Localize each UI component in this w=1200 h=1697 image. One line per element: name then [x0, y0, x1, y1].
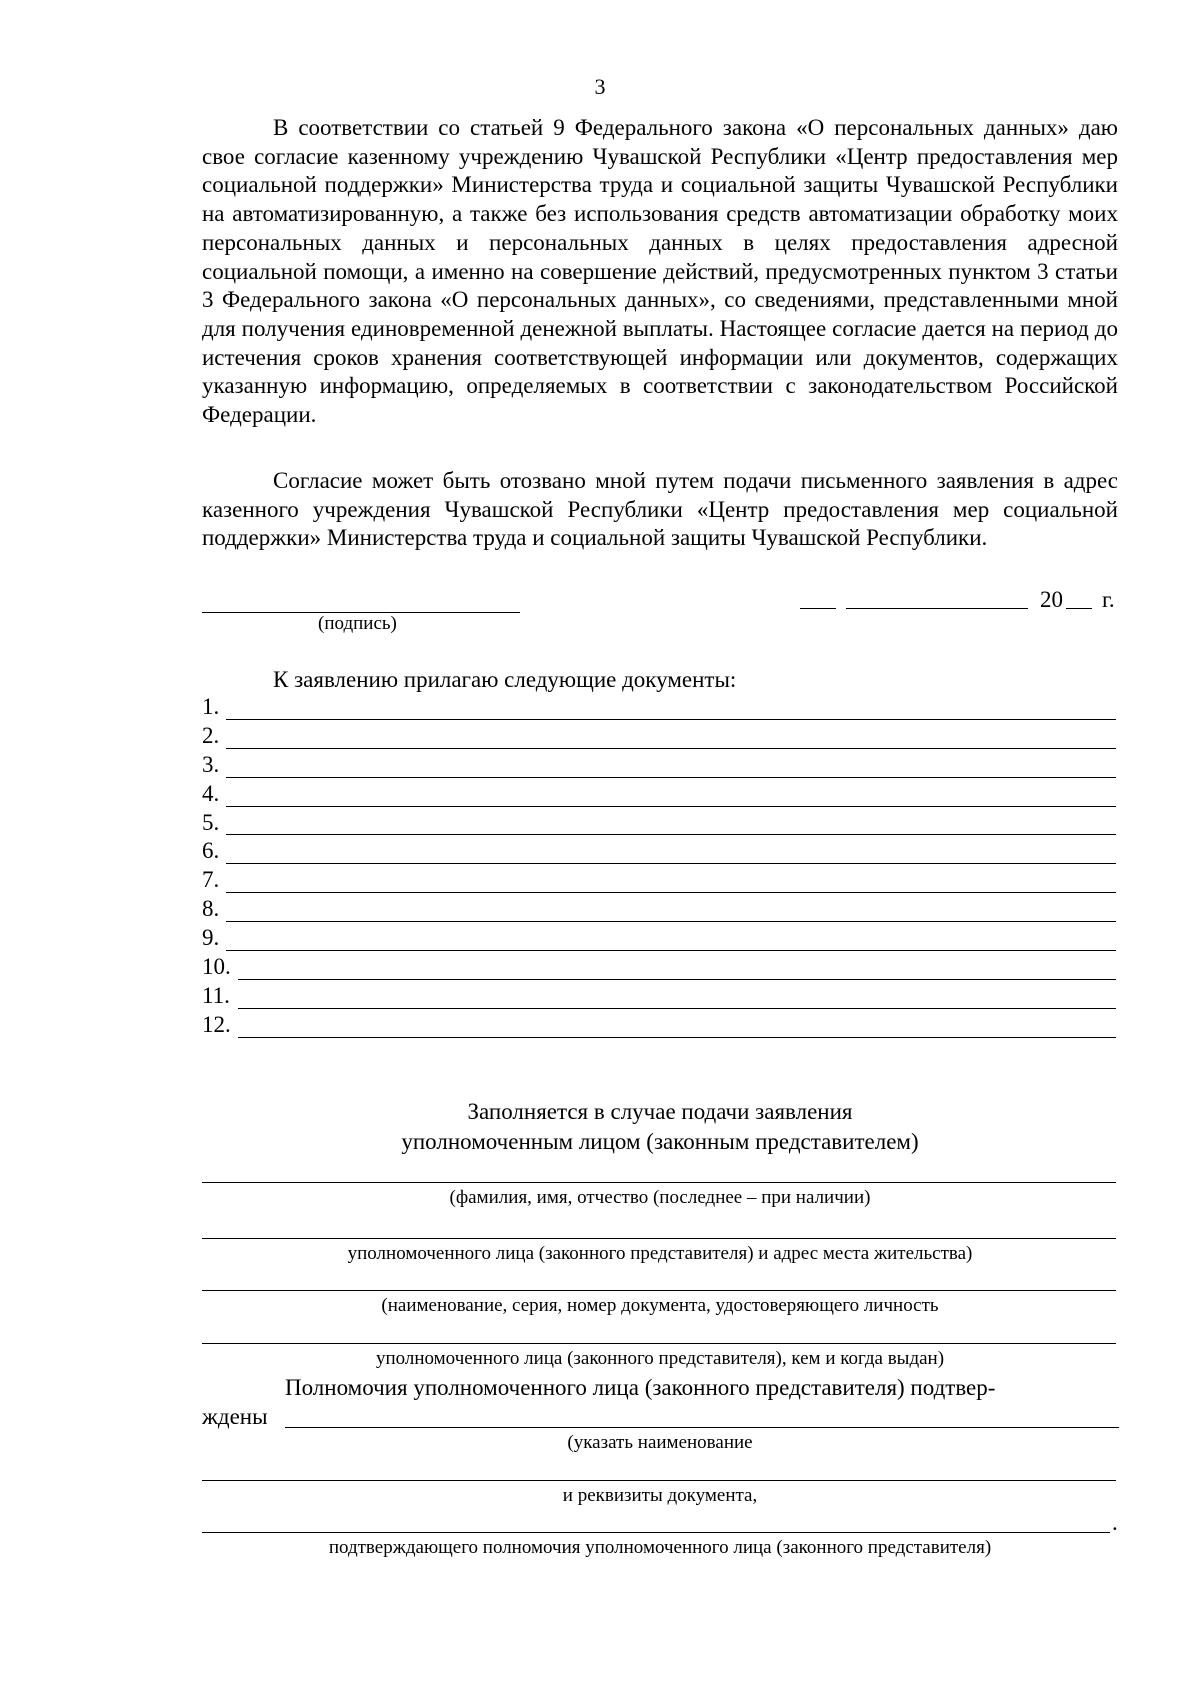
- confirming-caption: подтверждающего полномочия уполномоченного лица (законного представителя): [328, 1537, 992, 1558]
- revocation-paragraph: [202, 467, 1118, 553]
- signature-caption: (подпись): [318, 613, 397, 634]
- attachment-field[interactable]: [226, 892, 1116, 893]
- attachment-number: 2.: [202, 722, 220, 748]
- attachment-field[interactable]: [226, 921, 1116, 922]
- attachment-field[interactable]: [226, 719, 1116, 720]
- fio-field[interactable]: [202, 1182, 1116, 1183]
- attachment-field[interactable]: [226, 950, 1116, 951]
- attachment-field[interactable]: [226, 834, 1116, 835]
- attachment-row: [202, 1011, 1116, 1040]
- date-block: [800, 585, 1118, 615]
- attachments-title: К заявлению прилагаю следующие документы:: [273, 667, 737, 692]
- attachment-row: [202, 924, 1116, 953]
- end-dot: .: [1112, 1510, 1118, 1535]
- attachment-row: [202, 982, 1116, 1011]
- attachment-number: 11.: [202, 982, 230, 1008]
- day-field[interactable]: [800, 608, 836, 609]
- fio-caption: (фамилия, имя, отчество (последнее – при наличии): [449, 1187, 871, 1208]
- year-prefix: 20: [1040, 587, 1063, 612]
- page-number: 3: [594, 74, 606, 99]
- attachment-number: 7.: [202, 867, 220, 893]
- attachment-row: [202, 751, 1116, 780]
- confirming-document-field[interactable]: [202, 1532, 1110, 1533]
- year-suffix: г.: [1102, 587, 1115, 612]
- representative-heading-line2: уполномоченным лицом (законным представителем): [401, 1129, 919, 1154]
- attachment-row: [202, 780, 1116, 809]
- attachment-field[interactable]: [226, 748, 1116, 749]
- attachment-field[interactable]: [226, 806, 1116, 807]
- attachment-row: [202, 866, 1116, 895]
- specify-caption: (указать наименование: [567, 1432, 753, 1453]
- attachment-field[interactable]: [238, 1037, 1116, 1038]
- authority-text-line1: Полномочия уполномоченного лица (законного представителя) подтвер-: [285, 1375, 996, 1400]
- attachments-list: [202, 693, 1116, 1040]
- month-field[interactable]: [846, 608, 1028, 609]
- attachment-row: [202, 693, 1116, 722]
- attachment-row: [202, 895, 1116, 924]
- attachment-row: [202, 722, 1116, 751]
- attachment-field[interactable]: [238, 979, 1116, 980]
- year-field[interactable]: [1066, 608, 1092, 609]
- attachment-number: 1.: [202, 694, 220, 719]
- consent-text: В соответствии со статьей 9 Федерального закона «О персональных данных» даю свое согласие казенному учреждению Чувашской Республики «Центр предоставления мер социальной поддержки» Министерства труда и социальной защиты Чувашской Республики на автоматизированную, а также без использования средств автоматизации обработку моих персональных данных и персональных данных в целях предоставления адресной социальной помощи, а именно на совершение действий, предусмотренных пунктом 3 статьи 3 Федерального закона «О персональных данных», со сведениями, представленными мной для получения единовременной денежной выплаты. Настоящее согласие дается на период до истечения сроков хранения соответствующей информации или документов, содержащих указанную информацию, определяемых в соответствии с законодательством Российской Федерации.: [202, 115, 1118, 428]
- authority-document-field[interactable]: [285, 1427, 1119, 1428]
- document-details-field[interactable]: [202, 1480, 1116, 1481]
- attachment-number: 3.: [202, 751, 220, 777]
- attachment-number: 4.: [202, 780, 220, 806]
- consent-paragraph: [202, 114, 1118, 430]
- attachment-number: 5.: [202, 809, 220, 835]
- attachment-field[interactable]: [226, 863, 1116, 864]
- attachment-number: 8.: [202, 896, 220, 922]
- attachment-field[interactable]: [238, 1008, 1116, 1009]
- attachment-number: 12.: [202, 1011, 231, 1037]
- attachment-row: [202, 837, 1116, 866]
- attachment-number: 6.: [202, 838, 220, 864]
- id-issued-caption: уполномоченного лица (законного представителя), кем и когда выдан): [375, 1348, 945, 1369]
- id-document-field[interactable]: [202, 1290, 1116, 1291]
- attachment-number: 9.: [202, 925, 220, 951]
- attachment-row: [202, 809, 1116, 838]
- address-caption: уполномоченного лица (законного представителя) и адрес места жительства): [347, 1243, 973, 1264]
- attachment-number: 10.: [202, 954, 231, 980]
- attachment-row: [202, 953, 1116, 982]
- revocation-text: Согласие может быть отозвано мной путем подачи письменного заявления в адрес казенного учреждения Чувашской Республики «Центр предоставления мер социальной поддержки» Министерства труда и социальной защиты Чувашской Республики.: [202, 468, 1118, 551]
- representative-heading-line1: Заполняется в случае подачи заявления: [467, 1099, 853, 1124]
- attachment-field[interactable]: [226, 777, 1116, 778]
- id-document-caption: (наименование, серия, номер документа, удостоверяющего личность: [381, 1295, 939, 1316]
- authority-text-line2: ждены: [202, 1404, 268, 1429]
- representative-heading: [200, 1097, 1120, 1157]
- address-field[interactable]: [202, 1238, 1116, 1239]
- details-caption: и реквизиты документа,: [562, 1485, 758, 1506]
- id-issued-field[interactable]: [202, 1343, 1116, 1344]
